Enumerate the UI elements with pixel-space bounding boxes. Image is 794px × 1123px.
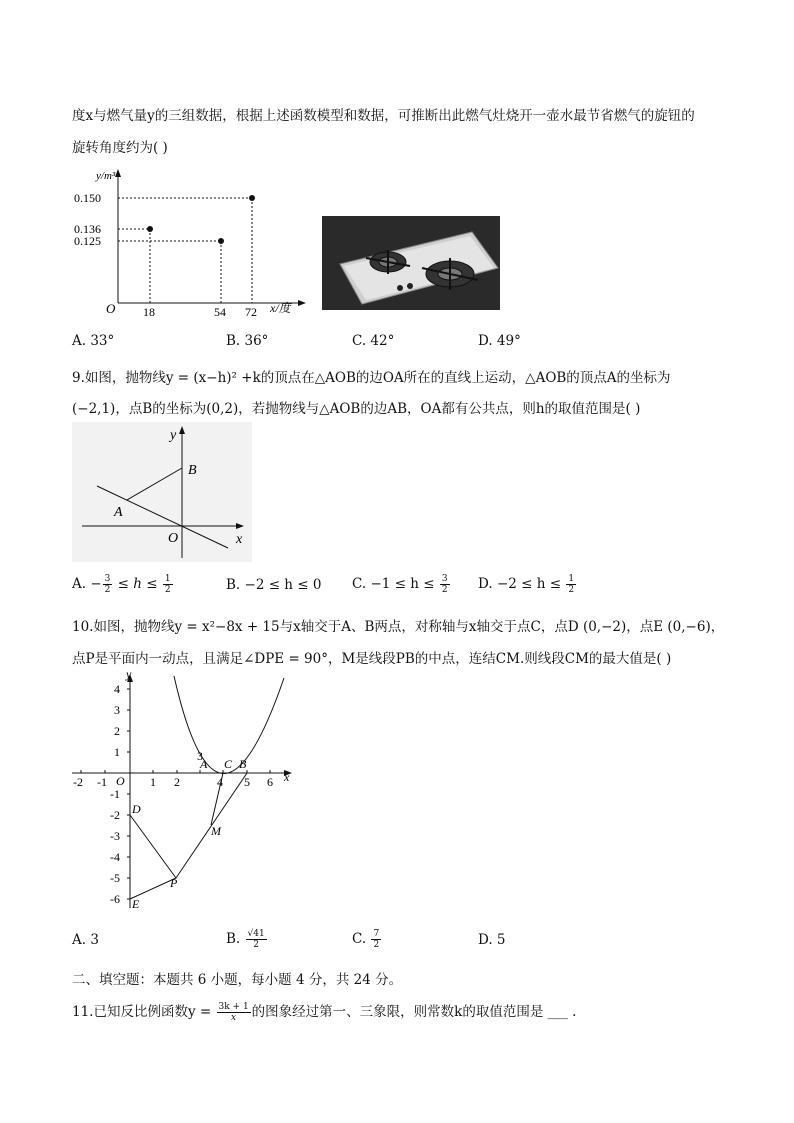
q10-option-d: D. 5 [478, 932, 506, 948]
q10-line1: 10.如图，抛物线y = x²−8x + 15与x轴交于A、B两点，对称轴与x轴交于点C，点D (0,−2)，点E (0,−6)， [72, 619, 725, 635]
q10-option-b: B. $\frac{√41}{2}$ [226, 929, 265, 950]
q10-label-D: D [132, 802, 141, 816]
q10-label-M: M [211, 824, 221, 838]
gas-stove-photo [322, 216, 500, 310]
q10-y-tick: 3 [114, 703, 120, 717]
q8-x-tick-72: 72 [245, 305, 257, 319]
q10-line2: 点P是平面内一动点，且满足∠DPE = 90°，M是线段PB的中点，连结CM.则线段CM的最大值是( ) [72, 651, 672, 667]
q10-x-tick: 4 [217, 775, 223, 789]
q9-option-c: C. −1 ≤ h ≤ $\frac{3}{2}$ [352, 574, 448, 595]
q8-option-a: A. 33° [72, 333, 115, 349]
q10-figure [66, 672, 296, 914]
section-heading-fill-in: 二、填空题：本题共 6 小题，每小题 4 分，共 24 分。 [72, 972, 403, 988]
q10-y-tick: -2 [110, 808, 120, 822]
q9-line2: (−2,1)，点B的坐标为(0,2)，若抛物线与△AOB的边AB，OA都有公共点，则h的取值范围是( ) [72, 401, 641, 417]
q10-label-P: P [170, 876, 178, 890]
q8-point-18 [147, 226, 153, 232]
q9-option-a: A. − $\frac{3}{2}$ ≤ h ≤ $\frac{1}{2}$ [72, 574, 171, 595]
q10-x-label: x [284, 770, 290, 784]
q8-x-arrow [298, 300, 306, 306]
q10-y-tick: 1 [114, 745, 120, 759]
q9-figure [72, 422, 252, 562]
q8-y-tick-0136: 0.136 [74, 222, 101, 236]
q8-y-label: y/m³ [96, 170, 116, 182]
q10-y-tick: -6 [110, 892, 120, 906]
q10-x-tick: 2 [174, 775, 180, 789]
q10-y-tick: -1 [110, 787, 120, 801]
q10-option-a: A. 3 [72, 932, 99, 948]
q10-x-tick: 5 [244, 775, 250, 789]
q9-line1: 9.如图，抛物线y = (x−h)² +k的顶点在△AOB的边OA所在的直线上运动，△AOB的顶点A的坐标为 [72, 370, 671, 386]
q10-x-tick: -1 [97, 775, 107, 789]
q10-label-B: B [239, 757, 247, 771]
q8-option-b: B. 36° [226, 333, 269, 349]
q9-y-label: y [170, 428, 177, 443]
q9-label-O: O [168, 531, 179, 546]
q10-y-label: y [126, 672, 132, 681]
q9-x-label: x [236, 532, 243, 547]
q8-line1: 度x与燃气量y的三组数据，根据上述函数模型和数据，可推断出此燃气灶烧开一壶水最节省燃气的旋钮的 [72, 108, 695, 124]
q11-question: 11.已知反比例函数y = $\frac{3k + 1}{x}$ 的图象经过第一、三象限，则常数k的取值范围是 ___ . [72, 1002, 577, 1023]
q8-y-tick-0125: 0.125 [74, 234, 101, 248]
q9-option-d: D. −2 ≤ h ≤ $\frac{1}{2}$ [478, 574, 575, 595]
q10-label-O: O [116, 774, 125, 788]
q9-label-B: B [188, 463, 197, 478]
q10-y-tick: -5 [110, 871, 120, 885]
q8-origin: O [106, 301, 116, 316]
q10-y-tick: 4 [114, 682, 120, 696]
q10-y-tick: -3 [110, 829, 120, 843]
q8-graph [72, 165, 312, 320]
q8-x-tick-54: 54 [214, 305, 226, 319]
q8-y-arrow [115, 169, 121, 177]
q8-point-54 [218, 238, 224, 244]
q10-x-tick: 3 [197, 749, 203, 763]
q10-y-tick: -4 [110, 850, 120, 864]
q9-label-A: A [114, 505, 123, 520]
q8-option-d: D. 49° [478, 333, 521, 349]
q8-x-tick-18: 18 [143, 305, 155, 319]
q10-label-C: C [224, 757, 233, 771]
q10-x-tick: 6 [267, 775, 273, 789]
q10-option-c: C. $\frac{7}{2}$ [352, 929, 380, 950]
q8-x-label: x/度 [270, 301, 291, 315]
q10-label-A: A [200, 757, 208, 771]
q8-y-tick-0150: 0.150 [74, 191, 101, 205]
q9-option-b: B. −2 ≤ h ≤ 0 [226, 577, 322, 593]
q10-x-tick: 1 [150, 775, 156, 789]
q10-y-tick: 2 [114, 724, 120, 738]
q8-line2: 旋转角度约为( ) [72, 140, 168, 156]
q8-option-c: C. 42° [352, 333, 395, 349]
q8-point-72 [249, 195, 255, 201]
q10-x-tick: -2 [73, 775, 83, 789]
q10-label-E: E [132, 897, 140, 911]
